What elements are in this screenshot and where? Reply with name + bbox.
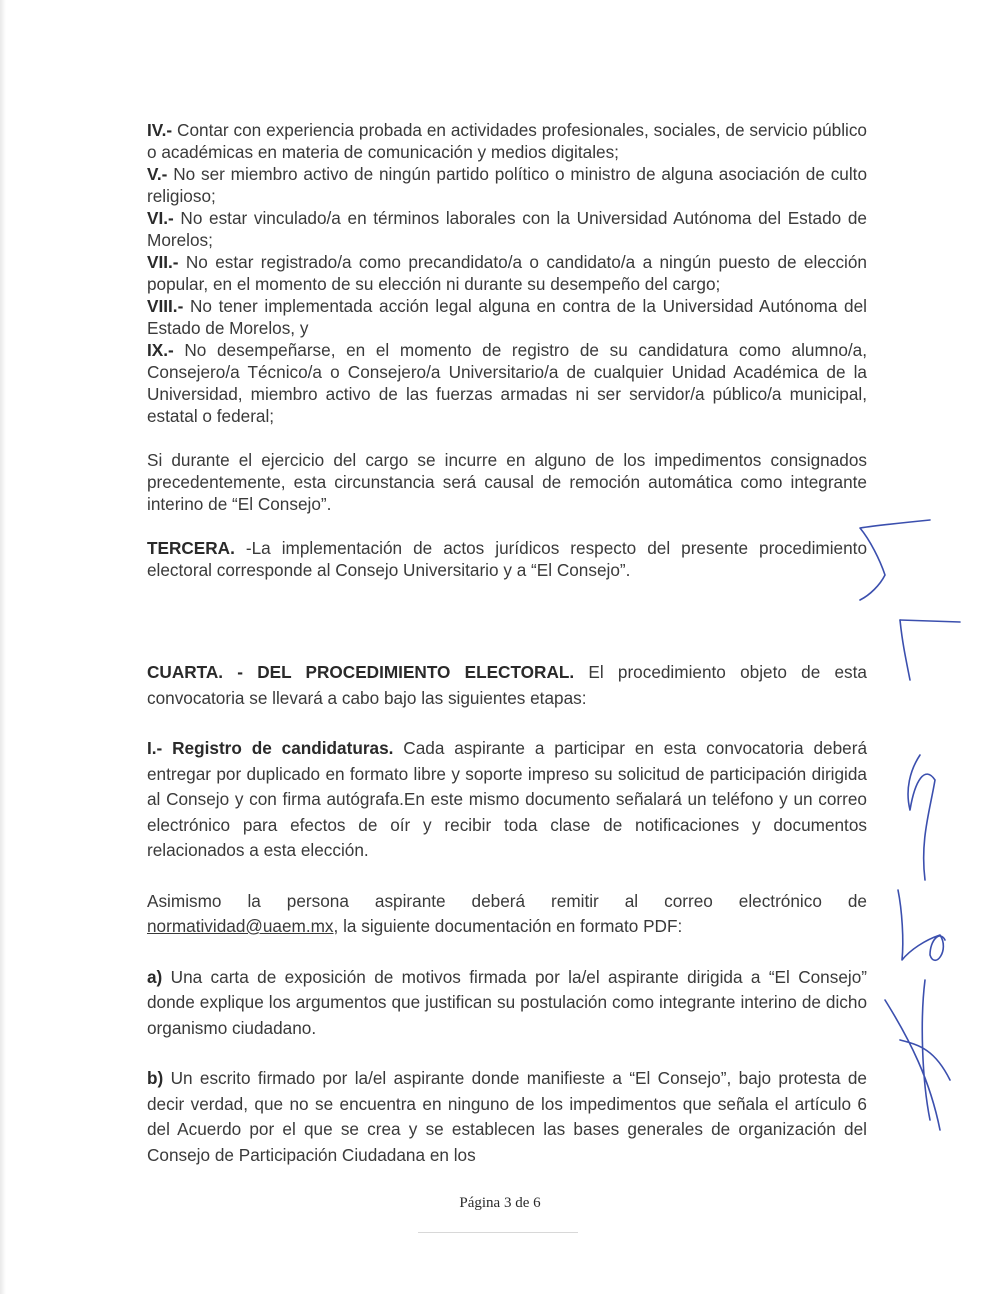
requirements-list	[147, 119, 867, 581]
requirement-item-v: V.- No ser miembro activo de ningún partido político o ministro de alguna asociación de culto religioso;	[147, 164, 867, 206]
document-item-a: a) Una carta de exposición de motivos firmada por la/el aspirante dirigida a “El Consejo” donde explique los argumentos que justifican su postulación como integrante interino de dicho organismo ciudadano.	[147, 966, 867, 1038]
email-link[interactable]: normatividad@uaem.mx	[147, 916, 334, 936]
tercera-clause: TERCERA. -La implementación de actos jurídicos respecto del presente procedimiento electoral corresponde al Consejo Universitario y a “El Consejo”.	[147, 538, 867, 580]
requirement-item-ix: IX.- No desempeñarse, en el momento de registro de su candidatura como alumno/a, Consejero/a Técnico/a o Consejero/a Universitario/a de cualquier Unidad Académica de la Universidad, miembro activo de las fuerzas armadas ni ser servidor/a público/a municipal, estatal o federal;	[147, 340, 867, 426]
document-item-b: b) Un escrito firmado por la/el aspirante donde manifieste a “El Consejo”, bajo protesta de decir verdad, que no se encuentra en ninguno de los impedimentos que señala el artículo 6 del Acuerdo por el que se crea y se establecen las bases generales de organización del Consejo de Participación Ciudadana en los	[147, 1068, 867, 1165]
asimismo-paragraph: Asimismo la persona aspirante deberá remitir al correo electrónico de normatividad@uaem.mx, la siguiente documentación en formato PDF:	[147, 890, 867, 936]
requirement-item-vii: VII.- No estar registrado/a como precandidato/a o candidato/a a ningún puesto de elección popular, en el momento de su elección ni durante su desempeño del cargo;	[147, 252, 867, 294]
procedure-section	[147, 660, 867, 1168]
handwritten-signature-icon	[840, 480, 1000, 1180]
footer-divider	[418, 1232, 578, 1233]
impediment-paragraph: Si durante el ejercicio del cargo se incurre en alguno de los impedimentos consignados precedentemente, esta circunstancia será causal de remoción automática como integrante interino de “El Consejo”.	[147, 450, 867, 514]
registro-paragraph: I.- Registro de candidaturas. Cada aspirante a participar en esta convocatoria deberá entregar por duplicado en formato libre y soporte impreso su solicitud de participación dirigida al Consejo y con firma autógrafa.En este mismo documento señalará un teléfono y un correo electrónico para efectos de oír y recibir toda clase de notificaciones y documentos relacionados a esta elección.	[147, 738, 868, 860]
requirement-item-iv: IV.- Contar con experiencia probada en actividades profesionales, sociales, de servicio público o académicas en materia de comunicación y medios digitales;	[147, 120, 867, 162]
requirement-item-vi: VI.- No estar vinculado/a en términos laborales con la Universidad Autónoma del Estado de Morelos;	[147, 208, 867, 250]
scan-edge	[0, 0, 6, 1294]
page-number: Página 3 de 6	[459, 1195, 541, 1211]
page-footer	[0, 1195, 1000, 1212]
requirement-item-viii: VIII.- No tener implementada acción legal alguna en contra de la Universidad Autónoma del Estado de Morelos, y	[147, 296, 867, 338]
cuarta-clause: CUARTA. - DEL PROCEDIMIENTO ELECTORAL. El procedimiento objeto de esta convocatoria se llevará a cabo bajo las siguientes etapas:	[147, 662, 867, 708]
